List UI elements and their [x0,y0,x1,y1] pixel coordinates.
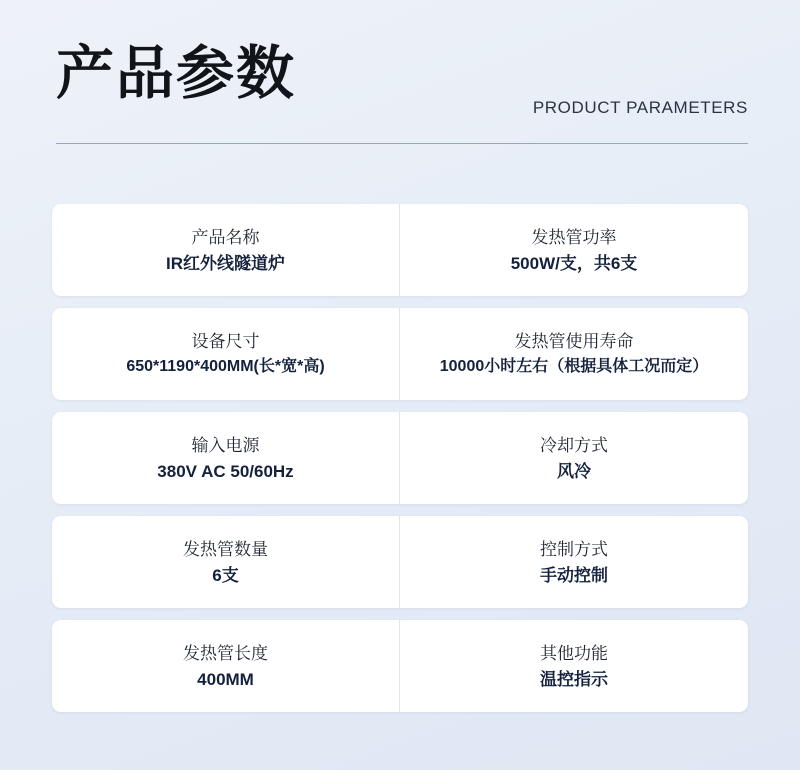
spec-value: 10000小时左右（根据具体工况而定） [439,358,709,375]
table-row [52,204,748,296]
page-subtitle: PRODUCT PARAMETERS [532,98,748,117]
table-row [52,308,748,400]
spec-table [52,204,748,712]
spec-cell [52,620,400,712]
spec-value: 手动控制 [540,565,608,585]
spec-label: 控制方式 [540,539,608,559]
spec-label: 设备尺寸 [191,332,260,351]
spec-value: IR红外线隧道炉 [166,253,285,273]
page-header [52,0,748,150]
spec-cell [400,308,748,400]
spec-label: 发热管数量 [183,539,268,559]
spec-cell [52,204,400,296]
spec-label: 发热管功率 [531,227,617,247]
spec-label: 发热管长度 [183,643,268,663]
spec-value: 6支 [212,565,239,585]
spec-label: 发热管使用寿命 [514,332,634,351]
spec-label: 其他功能 [540,643,608,663]
spec-cell [52,412,400,504]
spec-label: 输入电源 [191,435,260,455]
spec-cell [400,204,748,296]
table-row [52,620,748,712]
header-divider [56,143,748,144]
table-row [52,516,748,608]
spec-value: 650*1190*400MM(长*宽*高) [126,358,325,375]
spec-label: 冷却方式 [540,435,608,455]
page-title: 产品参数 [56,39,297,107]
spec-value: 500W/支，共6支 [510,253,638,273]
spec-cell [52,308,400,400]
spec-value: 380V AC 50/60Hz [157,461,294,481]
spec-value: 风冷 [557,461,591,481]
spec-cell [400,620,748,712]
spec-cell [400,412,748,504]
spec-cell [400,516,748,608]
spec-label: 产品名称 [191,227,260,247]
spec-value: 温控指示 [540,669,608,689]
spec-cell [52,516,400,608]
spec-value: 400MM [197,669,254,689]
table-row [52,412,748,504]
